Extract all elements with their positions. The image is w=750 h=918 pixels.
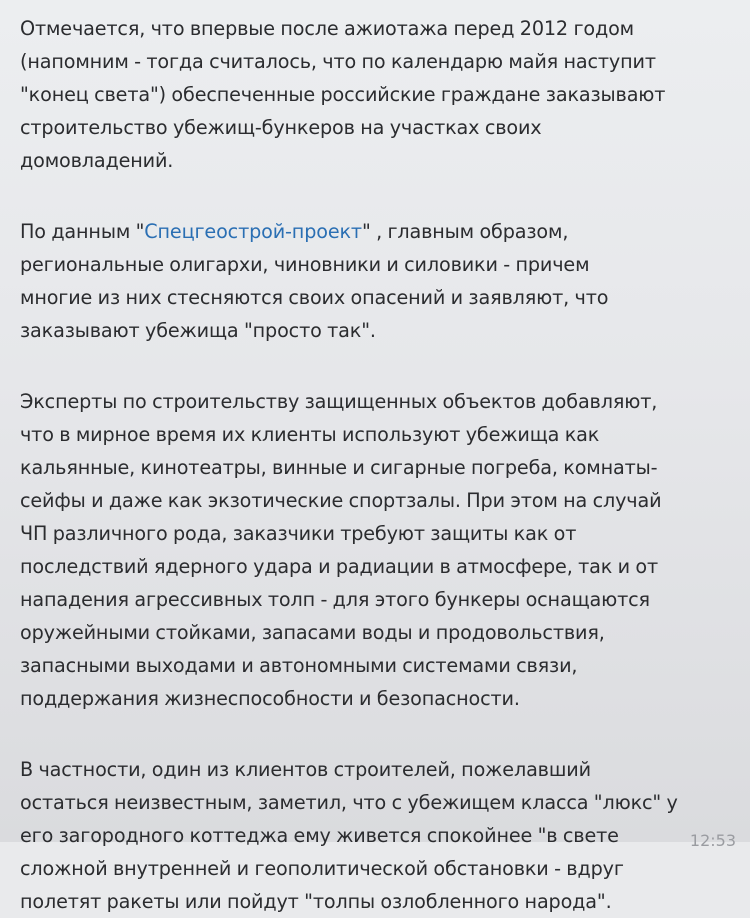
text-line: сложной внутренней и геополитической обстановки - вдруг xyxy=(20,857,624,880)
text-line: кальянные, кинотеатры, винные и сигарные погреба, комнаты- xyxy=(20,456,658,479)
text-line: Отмечается, что впервые после ажиотажа перед 2012 годом xyxy=(20,17,634,40)
paragraph-2 xyxy=(20,215,730,347)
text-line: строительство убежищ-бункеров на участках своих xyxy=(20,116,542,139)
text-line: многие из них стесняются своих опасений и заявляют, что xyxy=(20,286,609,309)
text-line: остаться неизвестным, заметил, что с убежищем класса "люкс" у xyxy=(20,791,678,814)
text-line: его загородного коттеджа ему живется спокойнее "в свете xyxy=(20,824,619,847)
text-line: "конец света") обеспеченные российские граждане заказывают xyxy=(20,83,666,106)
text-line: домовладений. xyxy=(20,149,174,172)
paragraph-3 xyxy=(20,385,730,715)
message-timestamp: 12:53 xyxy=(689,831,736,850)
text-line: поддержания жизнеспособности и безопасности. xyxy=(20,687,520,710)
company-link[interactable]: Спецгеострой-проект xyxy=(144,220,362,243)
text-line: что в мирное время их клиенты используют убежища как xyxy=(20,423,600,446)
paragraph-1 xyxy=(20,12,730,177)
text-line: последствий ядерного удара и радиации в атмосфере, так и от xyxy=(20,555,659,578)
text-line: ЧП различного рода, заказчики требуют защиты как от xyxy=(20,522,577,545)
text-line: полетят ракеты или пойдут "толпы озлобленного народа". xyxy=(20,890,612,913)
text-line: заказывают убежища "просто так". xyxy=(20,319,376,342)
text-line: запасными выходами и автономными системами связи, xyxy=(20,654,578,677)
text-line: региональные олигархи, чиновники и силовики - причем xyxy=(20,253,590,276)
text-fragment: " , главным образом, xyxy=(361,220,569,243)
text-line: В частности, один из клиентов строителей, пожелавший xyxy=(20,758,591,781)
text-line: Эксперты по строительству защищенных объектов добавляют, xyxy=(20,390,658,413)
text-line xyxy=(20,215,730,248)
paragraph-4 xyxy=(20,753,730,918)
text-line: (напомним - тогда считалось, что по календарю майя наступит xyxy=(20,50,656,73)
text-fragment: По данным " xyxy=(20,220,145,243)
text-line: оружейными стойками, запасами воды и продовольствия, xyxy=(20,621,605,644)
text-line: нападения агрессивных толп - для этого бункеры оснащаются xyxy=(20,588,650,611)
text-line: сейфы и даже как экзотические спортзалы. При этом на случай xyxy=(20,489,662,512)
